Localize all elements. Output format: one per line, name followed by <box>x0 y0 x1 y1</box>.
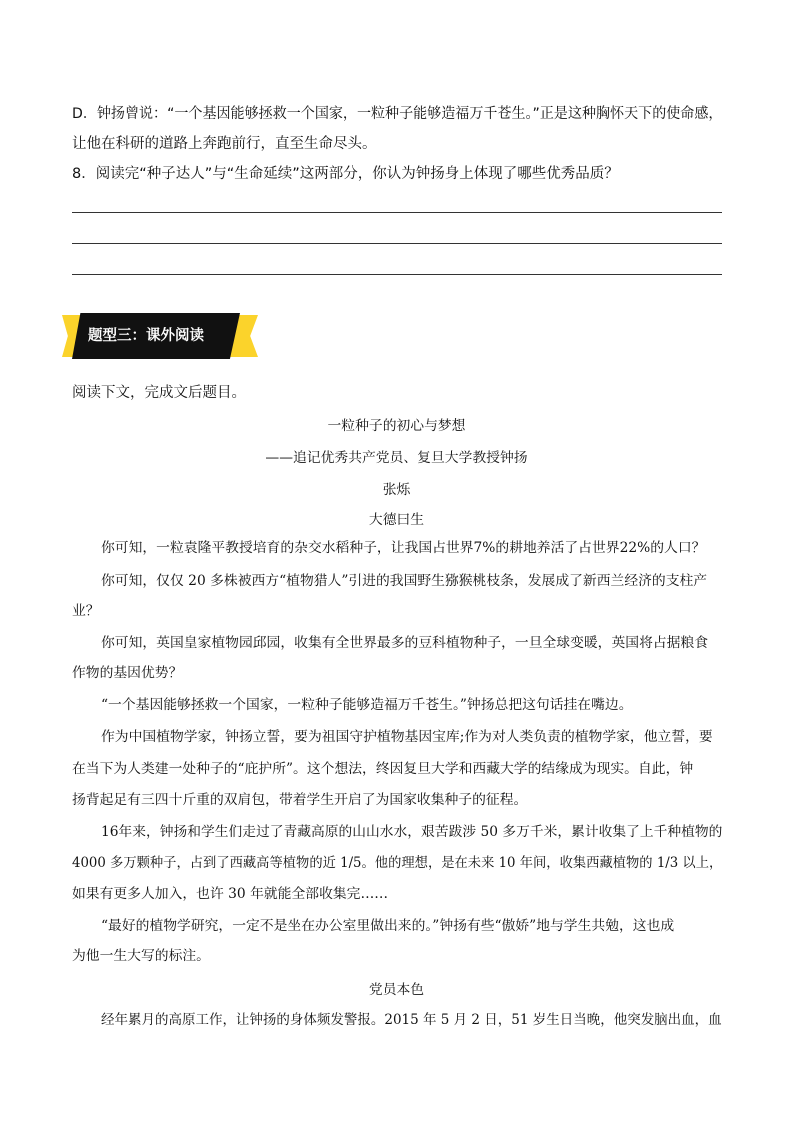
paragraph-3-line-1: 你可知，英国皇家植物园邱园，收集有全世界最多的豆科植物种子，一旦全球变暖，英国将占据粮食 <box>101 635 709 651</box>
paragraph-5-line-3: 扬背起足有三四十斤重的双肩包，带着学生开启了为国家收集种子的征程。 <box>72 792 528 808</box>
paragraph-1-line-1: 你可知，一粒袁隆平教授培育的杂交水稻种子，让我国占世界7%的耕地养活了占世界22%的人口？ <box>101 540 706 556</box>
paragraph-6-line-2: 4000 多万颗种子，占到了西藏高等植物的近 1/5。他的理想，是在未来 10 年间，收集西藏植物的 1/3 以上， <box>72 855 723 871</box>
paragraph-5-line-2: 在当下为人类建一处种子的“庇护所”。这个想法，终因复旦大学和西藏大学的结缘成为现实。自此，钟 <box>72 761 694 777</box>
paragraph-6-line-1: 16年来，钟扬和学生们走过了青藏高原的山山水水，艰苦跋涉 50 多万千米，累计收集了上千种植物的 <box>101 824 723 840</box>
section-banner-label: 题型三：课外阅读 <box>88 328 204 344</box>
answer-line-2[interactable] <box>72 243 722 244</box>
article-author: 张烁 <box>382 482 411 498</box>
question-8: 8．阅读完“种子达人”与“生命延续”这两部分，你认为钟扬身上体现了哪些优秀品质？ <box>72 166 619 182</box>
paragraph-5-line-1: 作为中国植物学家，钟扬立誓，要为祖国守护植物基因宝库;作为对人类负责的植物学家，他立誓，要 <box>101 729 713 745</box>
answer-line-1[interactable] <box>72 212 722 213</box>
paragraph-2-line-2: 业？ <box>72 603 100 619</box>
option-d-line-1: D．钟扬曾说：“一个基因能够拯救一个国家，一粒种子能够造福万千苍生。”正是这种胸怀天下的使命感， <box>72 106 723 122</box>
option-d-line-2: 让他在科研的道路上奔跑前行，直至生命尽头。 <box>72 136 377 152</box>
article-title: 一粒种子的初心与梦想 <box>327 418 466 434</box>
paragraph-4-line-1: “一个基因能够拯救一个国家，一粒种子能够造福万千苍生。”钟扬总把这句话挂在嘴边。 <box>101 697 633 713</box>
section-heading-1: 大德曰生 <box>368 512 425 528</box>
last-paragraph-line-1: 经年累月的高原工作，让钟扬的身体频发警报。2015 年 5 月 2 日，51 岁生日当晚，他突发脑出血，血 <box>101 1012 722 1028</box>
article-subtitle: ——追记优秀共产党员、复旦大学教授钟扬 <box>265 450 528 466</box>
paragraph-7-line-1: “最好的植物学研究，一定不是坐在办公室里做出来的。”钟扬有些“傲娇”地与学生共勉，这也成 <box>101 918 675 934</box>
paragraph-2-line-1: 你可知，仅仅 20 多株被西方“植物猎人”引进的我国野生猕猴桃枝条，发展成了新西兰经济的支柱产 <box>101 573 708 589</box>
paragraph-7-line-2: 为他一生大写的标注。 <box>72 948 210 964</box>
section-heading-2: 党员本色 <box>368 982 425 998</box>
paragraph-6-line-3: 如果有更多人加入，也许 30 年就能全部收集完…… <box>72 886 389 902</box>
instruction: 阅读下文，完成文后题目。 <box>72 385 246 401</box>
section-banner <box>62 313 258 359</box>
paragraph-3-line-2: 作物的基因优势？ <box>72 665 183 681</box>
answer-line-3[interactable] <box>72 274 722 275</box>
